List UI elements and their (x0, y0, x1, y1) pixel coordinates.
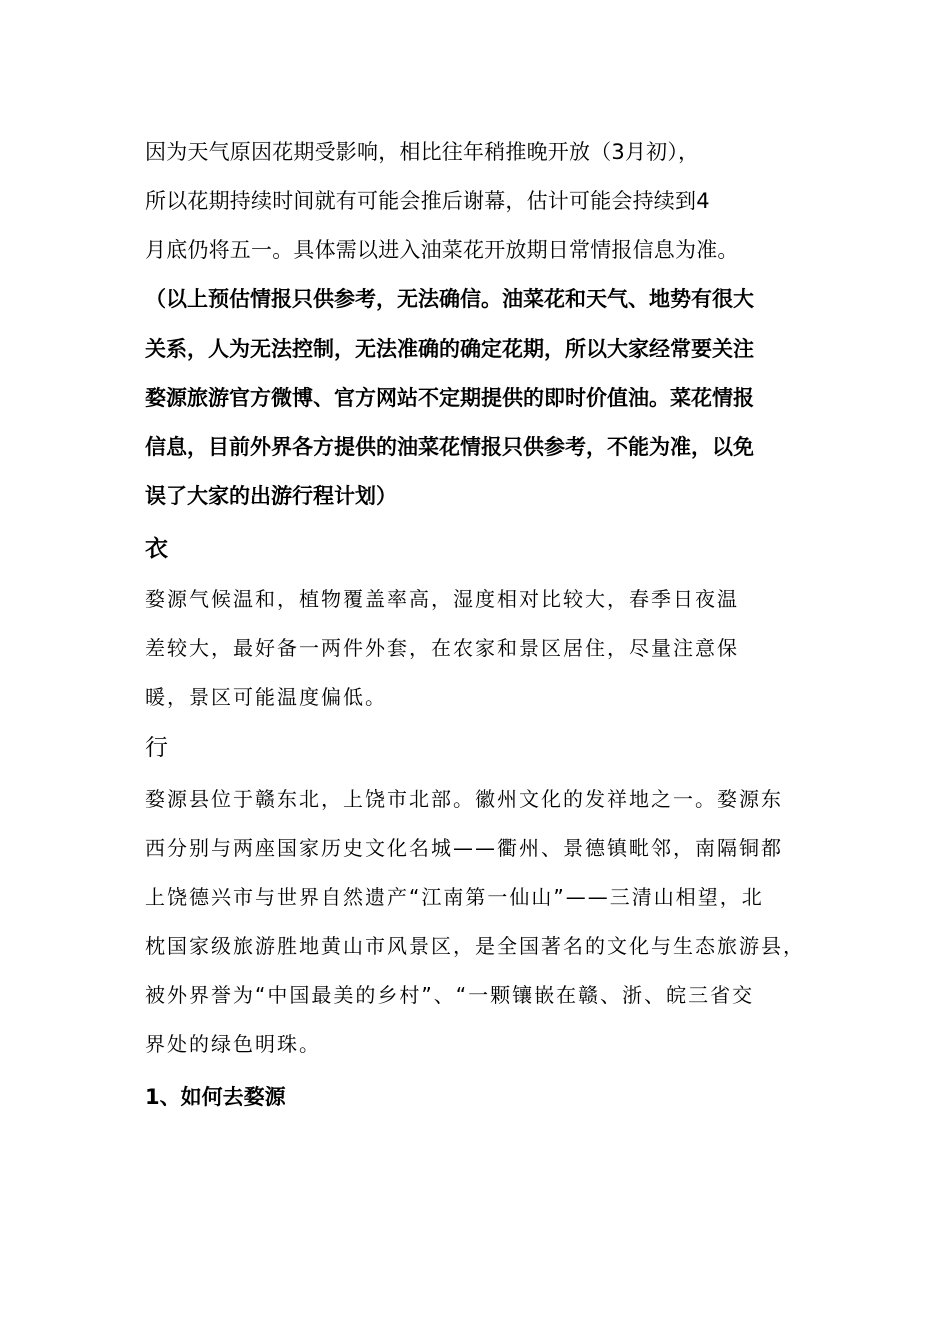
travel-line-6: 界处的绿色明珠。 (145, 1032, 321, 1056)
note-line-4: 信息，目前外界各方提供的油菜花情报只供参考，不能为准，以免 (145, 435, 754, 459)
travel-line-4: 枕国家级旅游胜地黄山市风景区，是全国著名的文化与生态旅游县， (145, 934, 805, 958)
section-1-heading: 1、如何去婺源 (145, 1085, 286, 1109)
intro-line-3: 月底仍将五一。具体需以进入油菜花开放期日常情报信息为准。 (145, 238, 739, 262)
intro-line-1: 因为天气原因花期受影响，相比往年稍推晚开放（3月初）， (145, 140, 700, 164)
clothing-line-3: 暖，景区可能温度偏低。 (145, 685, 387, 709)
note-line-2: 关系，人为无法控制，无法准确的确定花期，所以大家经常要关注 (145, 337, 754, 361)
travel-line-2: 西分别与两座国家历史文化名城——衢州、景德镇毗邻，南隔铜都 (145, 836, 783, 860)
note-line-5: 误了大家的出游行程计划） (145, 484, 397, 508)
travel-line-5: 被外界誉为“中国最美的乡村”、“一颗镶嵌在赣、浙、皖三省交 (145, 983, 755, 1007)
travel-heading: 行 (145, 735, 168, 761)
clothing-heading: 衣 (145, 536, 168, 562)
travel-line-3: 上饶德兴市与世界自然遗产“江南第一仙山”——三清山相望，北 (145, 885, 764, 909)
intro-line-2: 所以花期持续时间就有可能会推后谢幕，估计可能会持续到4 (145, 189, 710, 213)
travel-line-1: 婺源县位于赣东北，上饶市北部。徽州文化的发祥地之一。婺源东 (145, 787, 783, 811)
note-line-1: （以上预估情报只供参考，无法确信。油菜花和天气、地势有很大 (145, 287, 754, 311)
clothing-line-1: 婺源气候温和，植物覆盖率高，湿度相对比较大，春季日夜温 (145, 587, 739, 611)
clothing-line-2: 差较大，最好备一两件外套，在农家和景区居住，尽量注意保 (145, 636, 739, 660)
note-line-3: 婺源旅游官方微博、官方网站不定期提供的即时价值油。菜花情报 (145, 386, 754, 410)
